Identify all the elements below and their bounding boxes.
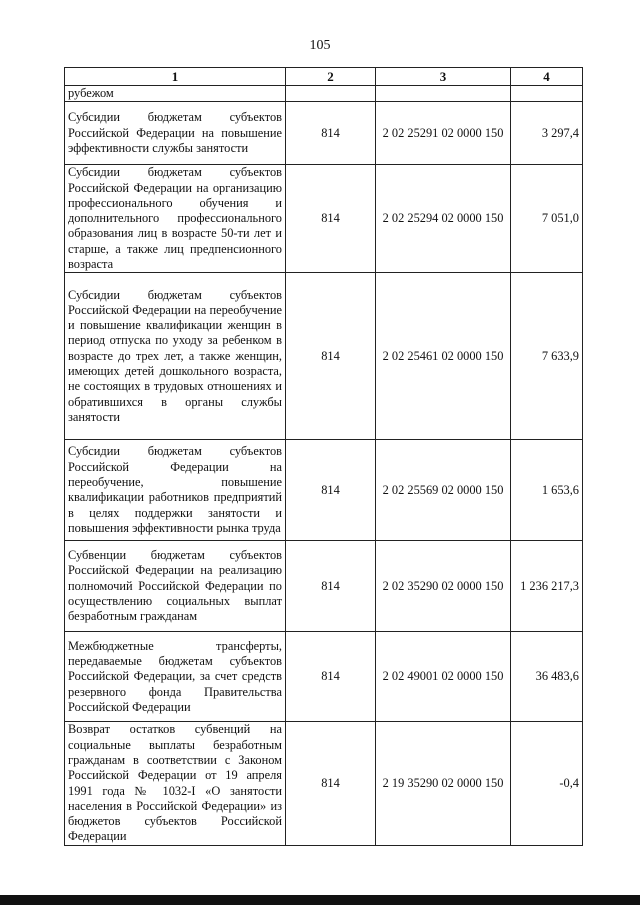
row-amount [511,86,583,102]
column-header-2: 2 [286,68,376,86]
row-description: Субсидии бюджетам субъектов Российской Федерации на повышение эффективности службы занятости [65,102,286,165]
row-amount: 7 051,0 [511,165,583,273]
header-row [65,68,583,86]
table-header [65,68,583,86]
table-row [65,165,583,273]
row-description: Субвенции бюджетам субъектов Российской Федерации на реализацию полномочий Российской Федерации по осуществлению социальных выплат безработным гражданам [65,541,286,632]
row-code: 814 [286,102,376,165]
row-amount: 1 236 217,3 [511,541,583,632]
row-description: рубежом [65,86,286,102]
row-kbk: 2 02 25291 02 0000 150 [376,102,511,165]
row-kbk: 2 19 35290 02 0000 150 [376,722,511,845]
table-row [65,273,583,440]
table-row [65,102,583,165]
table-row [65,86,583,102]
table-body [65,86,583,846]
row-amount: 7 633,9 [511,273,583,440]
row-kbk: 2 02 25569 02 0000 150 [376,440,511,541]
row-description: Возврат остатков субвенций на социальные выплаты безработным гражданам в соответствии с Законом Российской Федерации от 19 апреля 1991 года № 1032-I «О занятости населения в Российской Федерации» из бюджетов субъектов Российской Федерации [65,722,286,845]
table-row [65,722,583,845]
row-code: 814 [286,273,376,440]
page-number: 105 [309,38,331,53]
row-kbk: 2 02 25294 02 0000 150 [376,165,511,273]
row-description: Субсидии бюджетам субъектов Российской Федерации на переобучение и повышение квалификации женщин в период отпуска по уходу за ребенком в возрасте до трех лет, а также женщин, имеющих детей дошкольного возраста, не состоящих в трудовых отношениях и обратившихся в органы службы занятости [65,273,286,440]
row-description: Межбюджетные трансферты, передаваемые бюджетам субъектов Российской Федерации, за счет средств резервного фонда Правительства Российской Федерации [65,632,286,722]
column-header-1: 1 [65,68,286,86]
row-amount: 1 653,6 [511,440,583,541]
row-code: 814 [286,165,376,273]
row-code: 814 [286,541,376,632]
row-description: Субсидии бюджетам субъектов Российской Федерации на организацию профессионального обучения и дополнительного профессионального образования лиц в возрасте 50-ти лет и старше, а также лиц предпенсионного возраста [65,165,286,273]
row-kbk [376,86,511,102]
row-kbk: 2 02 25461 02 0000 150 [376,273,511,440]
row-amount: 36 483,6 [511,632,583,722]
row-amount: 3 297,4 [511,102,583,165]
row-description: Субсидии бюджетам субъектов Российской Федерации на переобучение, повышение квалификации работников предприятий в целях поддержки занятости и повышения эффективности рынка труда [65,440,286,541]
column-header-3: 3 [376,68,511,86]
table-row [65,541,583,632]
row-code [286,86,376,102]
table-row [65,632,583,722]
row-code: 814 [286,632,376,722]
row-code: 814 [286,722,376,845]
row-code: 814 [286,440,376,541]
scan-bottom-edge [0,895,640,905]
row-kbk: 2 02 35290 02 0000 150 [376,541,511,632]
table-row [65,440,583,541]
row-amount: -0,4 [511,722,583,845]
budget-table [64,67,583,846]
column-header-4: 4 [511,68,583,86]
row-kbk: 2 02 49001 02 0000 150 [376,632,511,722]
